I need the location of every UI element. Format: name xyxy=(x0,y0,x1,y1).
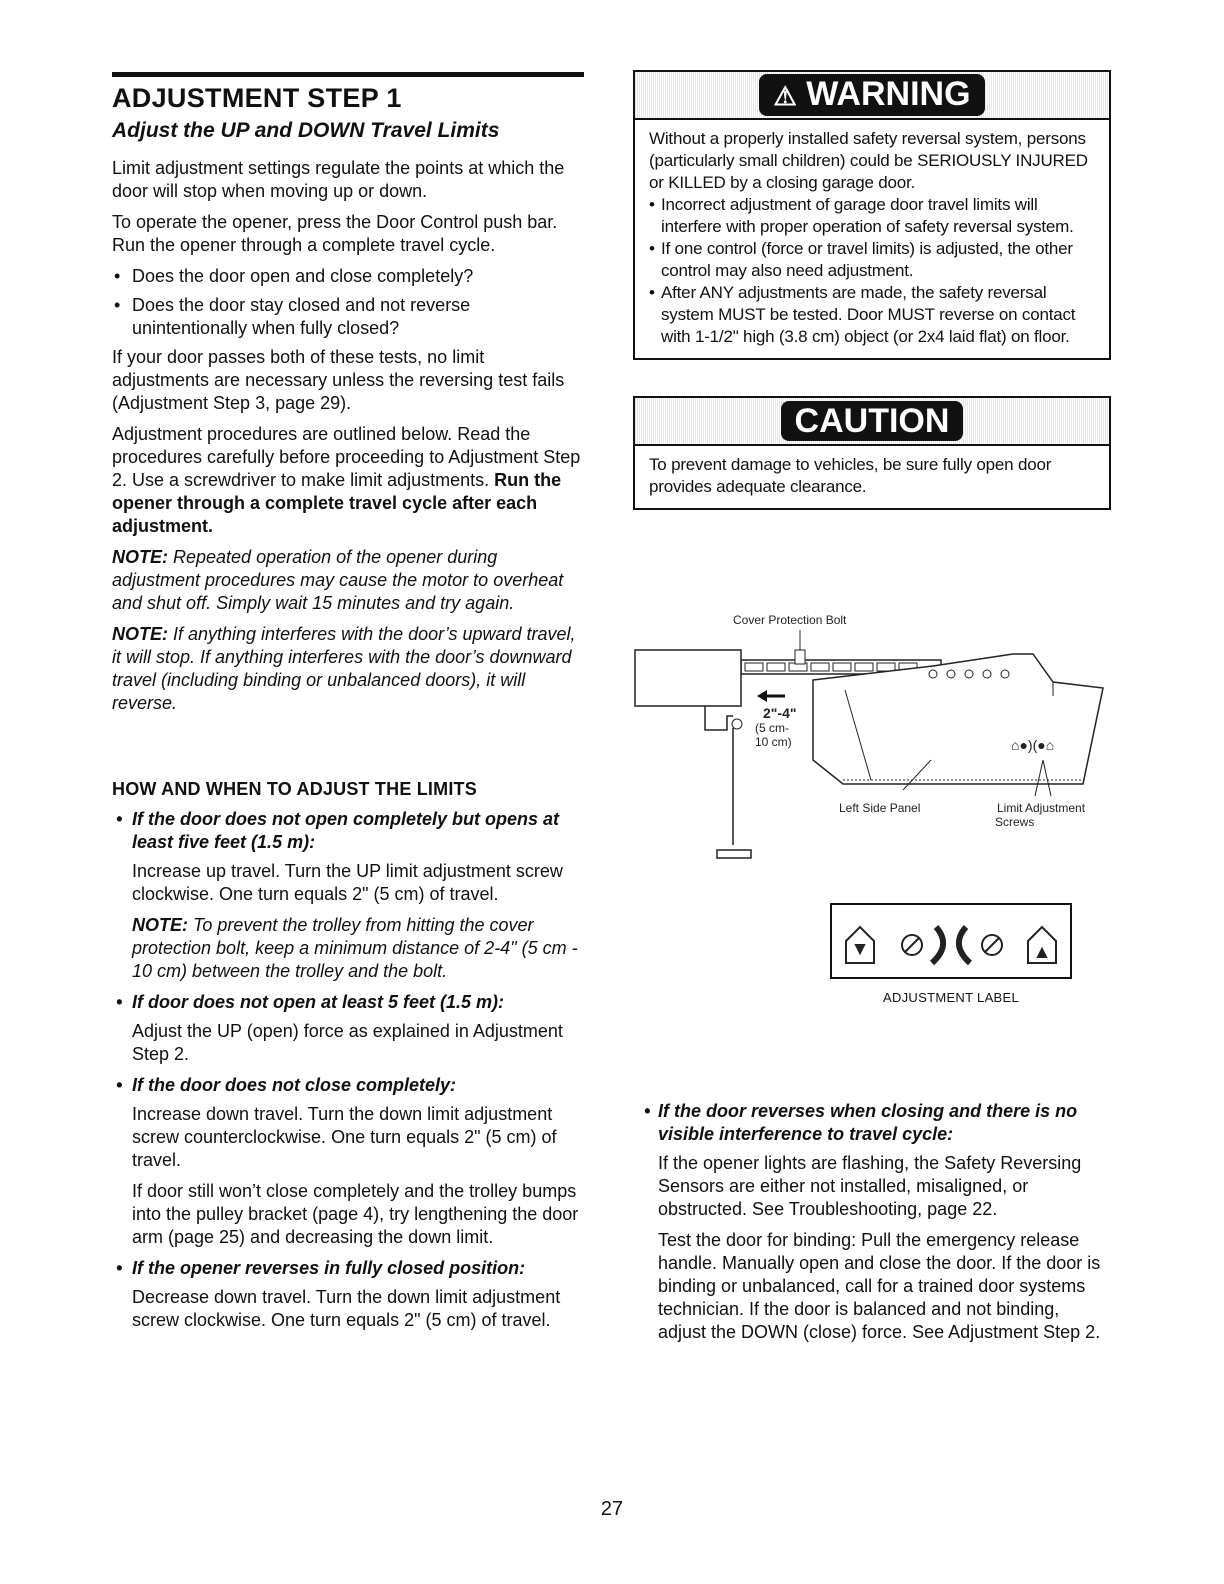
arrow-left-icon xyxy=(757,690,767,702)
caution-header xyxy=(635,398,1109,446)
case-heading: • If the opener reverses in fully closed position: xyxy=(112,1257,586,1280)
case-text: If the opener lights are flashing, the Safety Reversing Sensors are either not installed, misaligned, or obstructed. See Troubleshooting, page 22. xyxy=(658,1153,1082,1219)
release-handle xyxy=(717,850,751,858)
distance-metric-label: (5 cm- xyxy=(755,721,789,735)
procedure-paragraph: Adjustment procedures are outlined below. Read the procedures carefully before proceeding to Adjustment Step 2. Use a screwdriver to make limit adjustments. Run the opener through a complete travel cycle after each adjustment. xyxy=(112,424,581,536)
warning-item: • If one control (force or travel limits) is adjusted, the other control may also need adjustment. xyxy=(649,238,1097,282)
adjustment-label-caption: ADJUSTMENT LABEL xyxy=(882,990,1020,1005)
tests-paragraph: If your door passes both of these tests, no limit adjustments are necessary unless the reversing test fails (Adjustment Step 3, page 29). xyxy=(112,347,565,413)
adjustment-label-icons xyxy=(832,905,1070,977)
case-text: If door still won’t close completely and the trolley bumps into the pulley bracket (page 4), try lengthening the door arm (page 25) and decreasing the down limit. xyxy=(132,1181,579,1247)
warning-item: • After ANY adjustments are made, the safety reversal system MUST be tested. Door MUST reverse on contact with 1-1/2" high (3.8 cm) object (or 2x4 laid flat) on floor. xyxy=(649,282,1097,348)
caution-body: To prevent damage to vehicles, be sure fully open door provides adequate clearance. xyxy=(649,455,1052,496)
case-heading: • If door does not open at least 5 feet (1.5 m): xyxy=(112,991,586,1014)
adjustment-label-graphic xyxy=(830,903,1072,979)
trolley xyxy=(635,650,741,706)
limit-screws-icon: ⌂●)(●⌂ xyxy=(1011,737,1055,753)
caution-box xyxy=(633,396,1111,510)
left-column xyxy=(112,72,586,1340)
distance-label: 2"-4" xyxy=(763,705,797,721)
counterclockwise-arrow-icon xyxy=(932,927,943,963)
case-text: Adjust the UP (open) force as explained in Adjustment Step 2. xyxy=(132,1021,563,1064)
how-when-heading: HOW AND WHEN TO ADJUST THE LIMITS xyxy=(112,779,477,799)
operate-paragraph: To operate the opener, press the Door Control push bar. Run the opener through a complete travel cycle. xyxy=(112,212,558,255)
check-bullet: • Does the door stay closed and not reverse unintentionally when fully closed? xyxy=(112,294,586,340)
case-text: Decrease down travel. Turn the down limit adjustment screw clockwise. One turn equals 2" (5 cm) of travel. xyxy=(132,1287,561,1330)
distance-metric-label-2: 10 cm) xyxy=(755,735,792,749)
section-subtitle: Adjust the UP and DOWN Travel Limits xyxy=(112,119,500,142)
warning-body xyxy=(635,120,1109,358)
caution-title: CAUTION xyxy=(781,401,964,441)
note-overheat: NOTE: Repeated operation of the opener during adjustment procedures may cause the motor to overheat and shut off. Simply wait 15 minutes and try again. xyxy=(112,547,564,613)
case-text: Test the door for binding: Pull the emergency release handle. Manually open and close the door. If the door is binding or unbalanced, call for a trained door systems technician. If the door is balanced and not binding, adjust the DOWN (close) force. See Adjustment Step 2. xyxy=(658,1230,1101,1342)
note-bolt-distance: NOTE: To prevent the trolley from hitting the cover protection bolt, keep a minimum distance of 2-4" (5 cm - 10 cm) between the trolley and the bolt. xyxy=(132,915,578,981)
warning-title: ⚠ WARNING xyxy=(759,74,984,116)
limit-screws-label: Limit Adjustment xyxy=(997,801,1086,815)
note-interference: NOTE: If anything interferes with the door’s upward travel, it will stop. If anything interferes with the door’s downward travel (including binding or unbalanced doors), it will reverse. xyxy=(112,624,576,713)
case-heading: • If the door does not close completely: xyxy=(112,1074,586,1097)
section-title: ADJUSTMENT STEP 1 xyxy=(112,83,402,113)
heading-rule xyxy=(112,72,584,77)
warning-header xyxy=(635,72,1109,120)
case-text: Increase down travel. Turn the down limit adjustment screw counterclockwise. One turn equals 2" (5 cm) of travel. xyxy=(132,1104,557,1170)
warning-item: • Incorrect adjustment of garage door travel limits will interfere with proper operation of safety reversal system. xyxy=(649,194,1097,238)
case-heading: • If the door reverses when closing and there is no visible interference to travel cycle: xyxy=(640,1100,1110,1146)
cover-bolt-label: Cover Protection Bolt xyxy=(733,613,847,627)
case-text: Increase up travel. Turn the UP limit adjustment screw clockwise. One turn equals 2" (5 cm) of travel. xyxy=(132,861,563,904)
intro-paragraph: Limit adjustment settings regulate the points at which the door will stop when moving up or down. xyxy=(112,158,565,201)
opener-diagram xyxy=(633,610,1113,870)
page-number: 27 xyxy=(600,1498,624,1520)
case-heading: • If the door does not open completely but opens at least five feet (1.5 m): xyxy=(112,808,586,854)
warning-box xyxy=(633,70,1111,360)
right-column xyxy=(633,70,1111,510)
check-bullet: • Does the door open and close completely? xyxy=(112,265,586,288)
limit-screws-label-2: Screws xyxy=(995,815,1035,829)
warning-intro: Without a properly installed safety reversal system, persons (particularly small children) could be SERIOUSLY INJURED or KILLED by a closing garage door. xyxy=(649,129,1088,192)
warning-triangle-icon: ⚠ xyxy=(773,81,797,111)
right-lower-column xyxy=(640,1100,1110,1352)
clockwise-arrow-icon xyxy=(959,927,970,963)
left-side-panel-label: Left Side Panel xyxy=(839,801,921,815)
